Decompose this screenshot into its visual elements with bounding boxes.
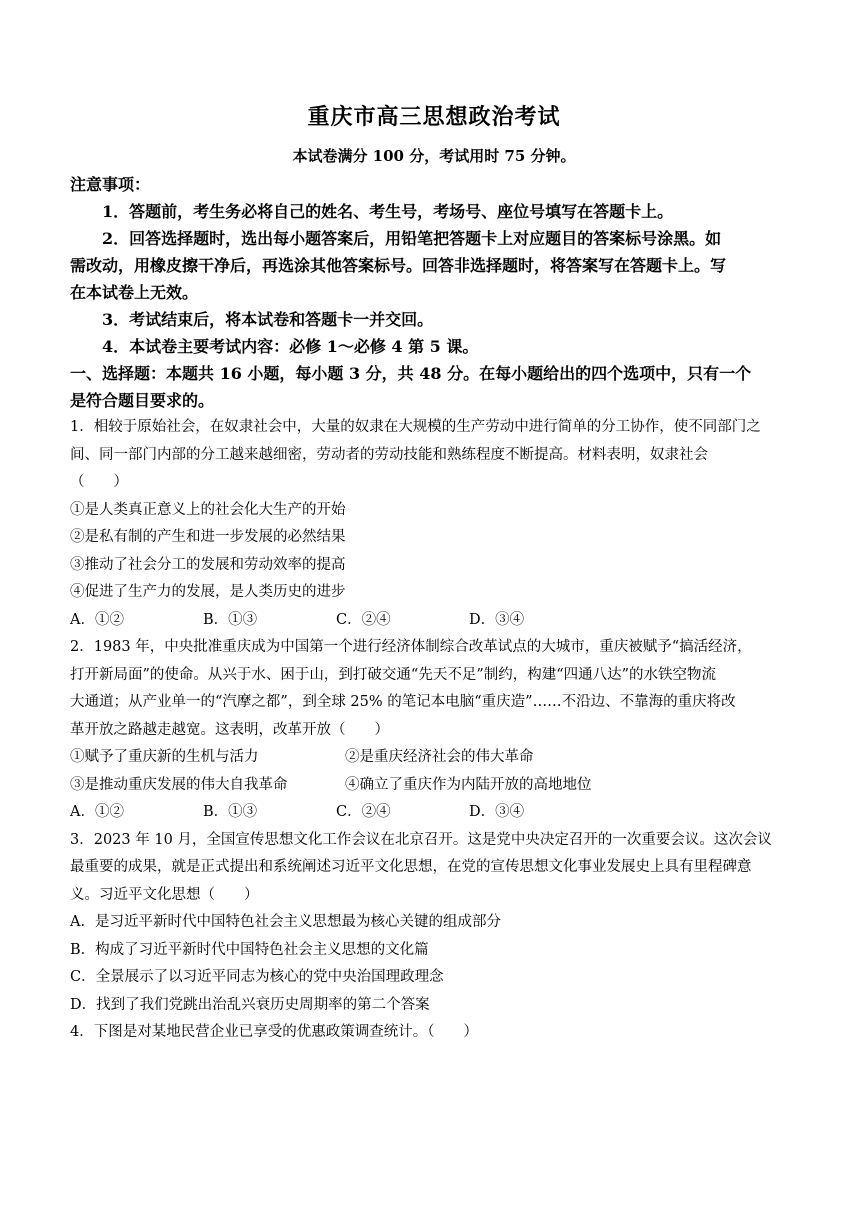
q2-items-row (70, 772, 800, 800)
notice-heading: 注意事项： (70, 175, 151, 194)
notice-item-continued: 需改动，用橡皮擦干净后，再选涂其他答案标号。回答非选择题时，将答案写在答题卡上。写 (70, 256, 727, 275)
q2-item: ②是重庆经济社会的伟大革命 (345, 749, 534, 765)
q1-option-b: B．①③ (203, 611, 258, 628)
q3-option-a: A．是习近平新时代中国特色社会主义思想最为核心关键的组成部分 (70, 914, 501, 930)
q1-stem: 1．相较于原始社会，在奴隶社会中，大量的奴隶在大规模的生产劳动中进行简单的分工协作，使不同部门之 (70, 419, 761, 435)
q2-stem: 2．1983 年，中央批准重庆成为中国第一个进行经济体制综合改革试点的大城市，重庆被赋予“搞活经济， (70, 639, 752, 655)
notice-item: 3．考试结束后，将本试卷和答题卡一并交回。 (102, 310, 434, 329)
q1-item: ②是私有制的产生和进一步发展的必然结果 (70, 529, 346, 545)
q1-item: ③推动了社会分工的发展和劳动效率的提高 (70, 556, 346, 573)
notice-item: 2．回答选择题时，选出每小题答案后，用铅笔把答题卡上对应题目的答案标号涂黑。如 (102, 229, 722, 248)
q2-items-row (70, 744, 800, 772)
q1-stem: （ ） (70, 474, 128, 490)
q1-stem: 间、同一部门内部的分工越来越细密，劳动者的劳动技能和熟练程度不断提高。材料表明，奴隶社会 (70, 446, 708, 463)
q3-option-d: D．找到了我们党跳出治乱兴衰历史周期率的第二个答案 (70, 996, 430, 1013)
q1-options (70, 607, 800, 635)
q1-option-c: C．②④ (336, 611, 391, 628)
q2-stem: 大通道；从产业单一的“汽摩之都”，到全球 25% 的笔记本电脑“重庆造”……不沿边、不靠海的重庆将改 (70, 694, 736, 710)
q2-item: ③是推动重庆发展的伟大自我革命 (70, 776, 288, 793)
q2-item: ①赋予了重庆新的生机与活力 (70, 749, 259, 765)
q2-stem: 打开新局面”的使命。从兴于水、困于山，到打破交通“先天不足”制约，构建“四通八达”的水铁空物流 (70, 666, 717, 683)
q2-option-a: A．①② (70, 804, 124, 820)
notice-item: 4．本试卷主要考试内容：必修 1～必修 4 第 5 课。 (102, 337, 479, 356)
page-title: 重庆市高三思想政治考试 (307, 104, 561, 130)
q2-option-c: C．②④ (336, 804, 391, 820)
q3-stem: 3．2023 年 10 月，全国宣传思想文化工作会议在北京召开。这是党中央决定召开的一次重要会议。这次会议 (70, 831, 772, 848)
exam-body (70, 171, 800, 1047)
q3-option-c: C．全景展示了以习近平同志为核心的党中央治国理政理念 (70, 969, 444, 985)
notice-item-continued: 在本试卷上无效。 (70, 283, 199, 302)
q1-option-d: D．③④ (469, 611, 525, 628)
section-heading: 一、选择题：本题共 16 小题，每小题 3 分，共 48 分。在每小题给出的四个选项中，只有一个 (70, 364, 752, 383)
q2-stem: 革开放之路越走越宽。这表明，改革开放（ ） (70, 721, 389, 738)
q1-option-a: A．①② (70, 611, 124, 628)
q1-item: ①是人类真正意义上的社会化大生产的开始 (70, 501, 346, 518)
q3-stem: 最重要的成果，就是正式提出和系统阐述习近平文化思想，在党的宣传思想文化事业发展史上具有里程碑意 (70, 859, 752, 875)
q4-stem: 4．下图是对某地民营企业已享受的优惠政策调查统计。（ ） (70, 1024, 478, 1040)
page-subtitle: 本试卷满分 100 分，考试用时 75 分钟。 (292, 147, 576, 165)
section-heading-continued: 是符合题目要求的。 (70, 391, 215, 410)
q3-option-b: B．构成了习近平新时代中国特色社会主义思想的文化篇 (70, 941, 429, 958)
q2-option-b: B．①③ (203, 804, 258, 820)
q2-options (70, 799, 800, 827)
q2-option-d: D．③④ (469, 804, 525, 820)
q3-stem: 义。习近平文化思想（ ） (70, 886, 259, 903)
q1-item: ④促进了生产力的发展，是人类历史的进步 (70, 584, 346, 600)
q2-item: ④确立了重庆作为内陆开放的高地地位 (345, 776, 592, 793)
notice-item: 1．答题前，考生务必将自己的姓名、考生号，考场号、座位号填写在答题卡上。 (102, 202, 674, 221)
